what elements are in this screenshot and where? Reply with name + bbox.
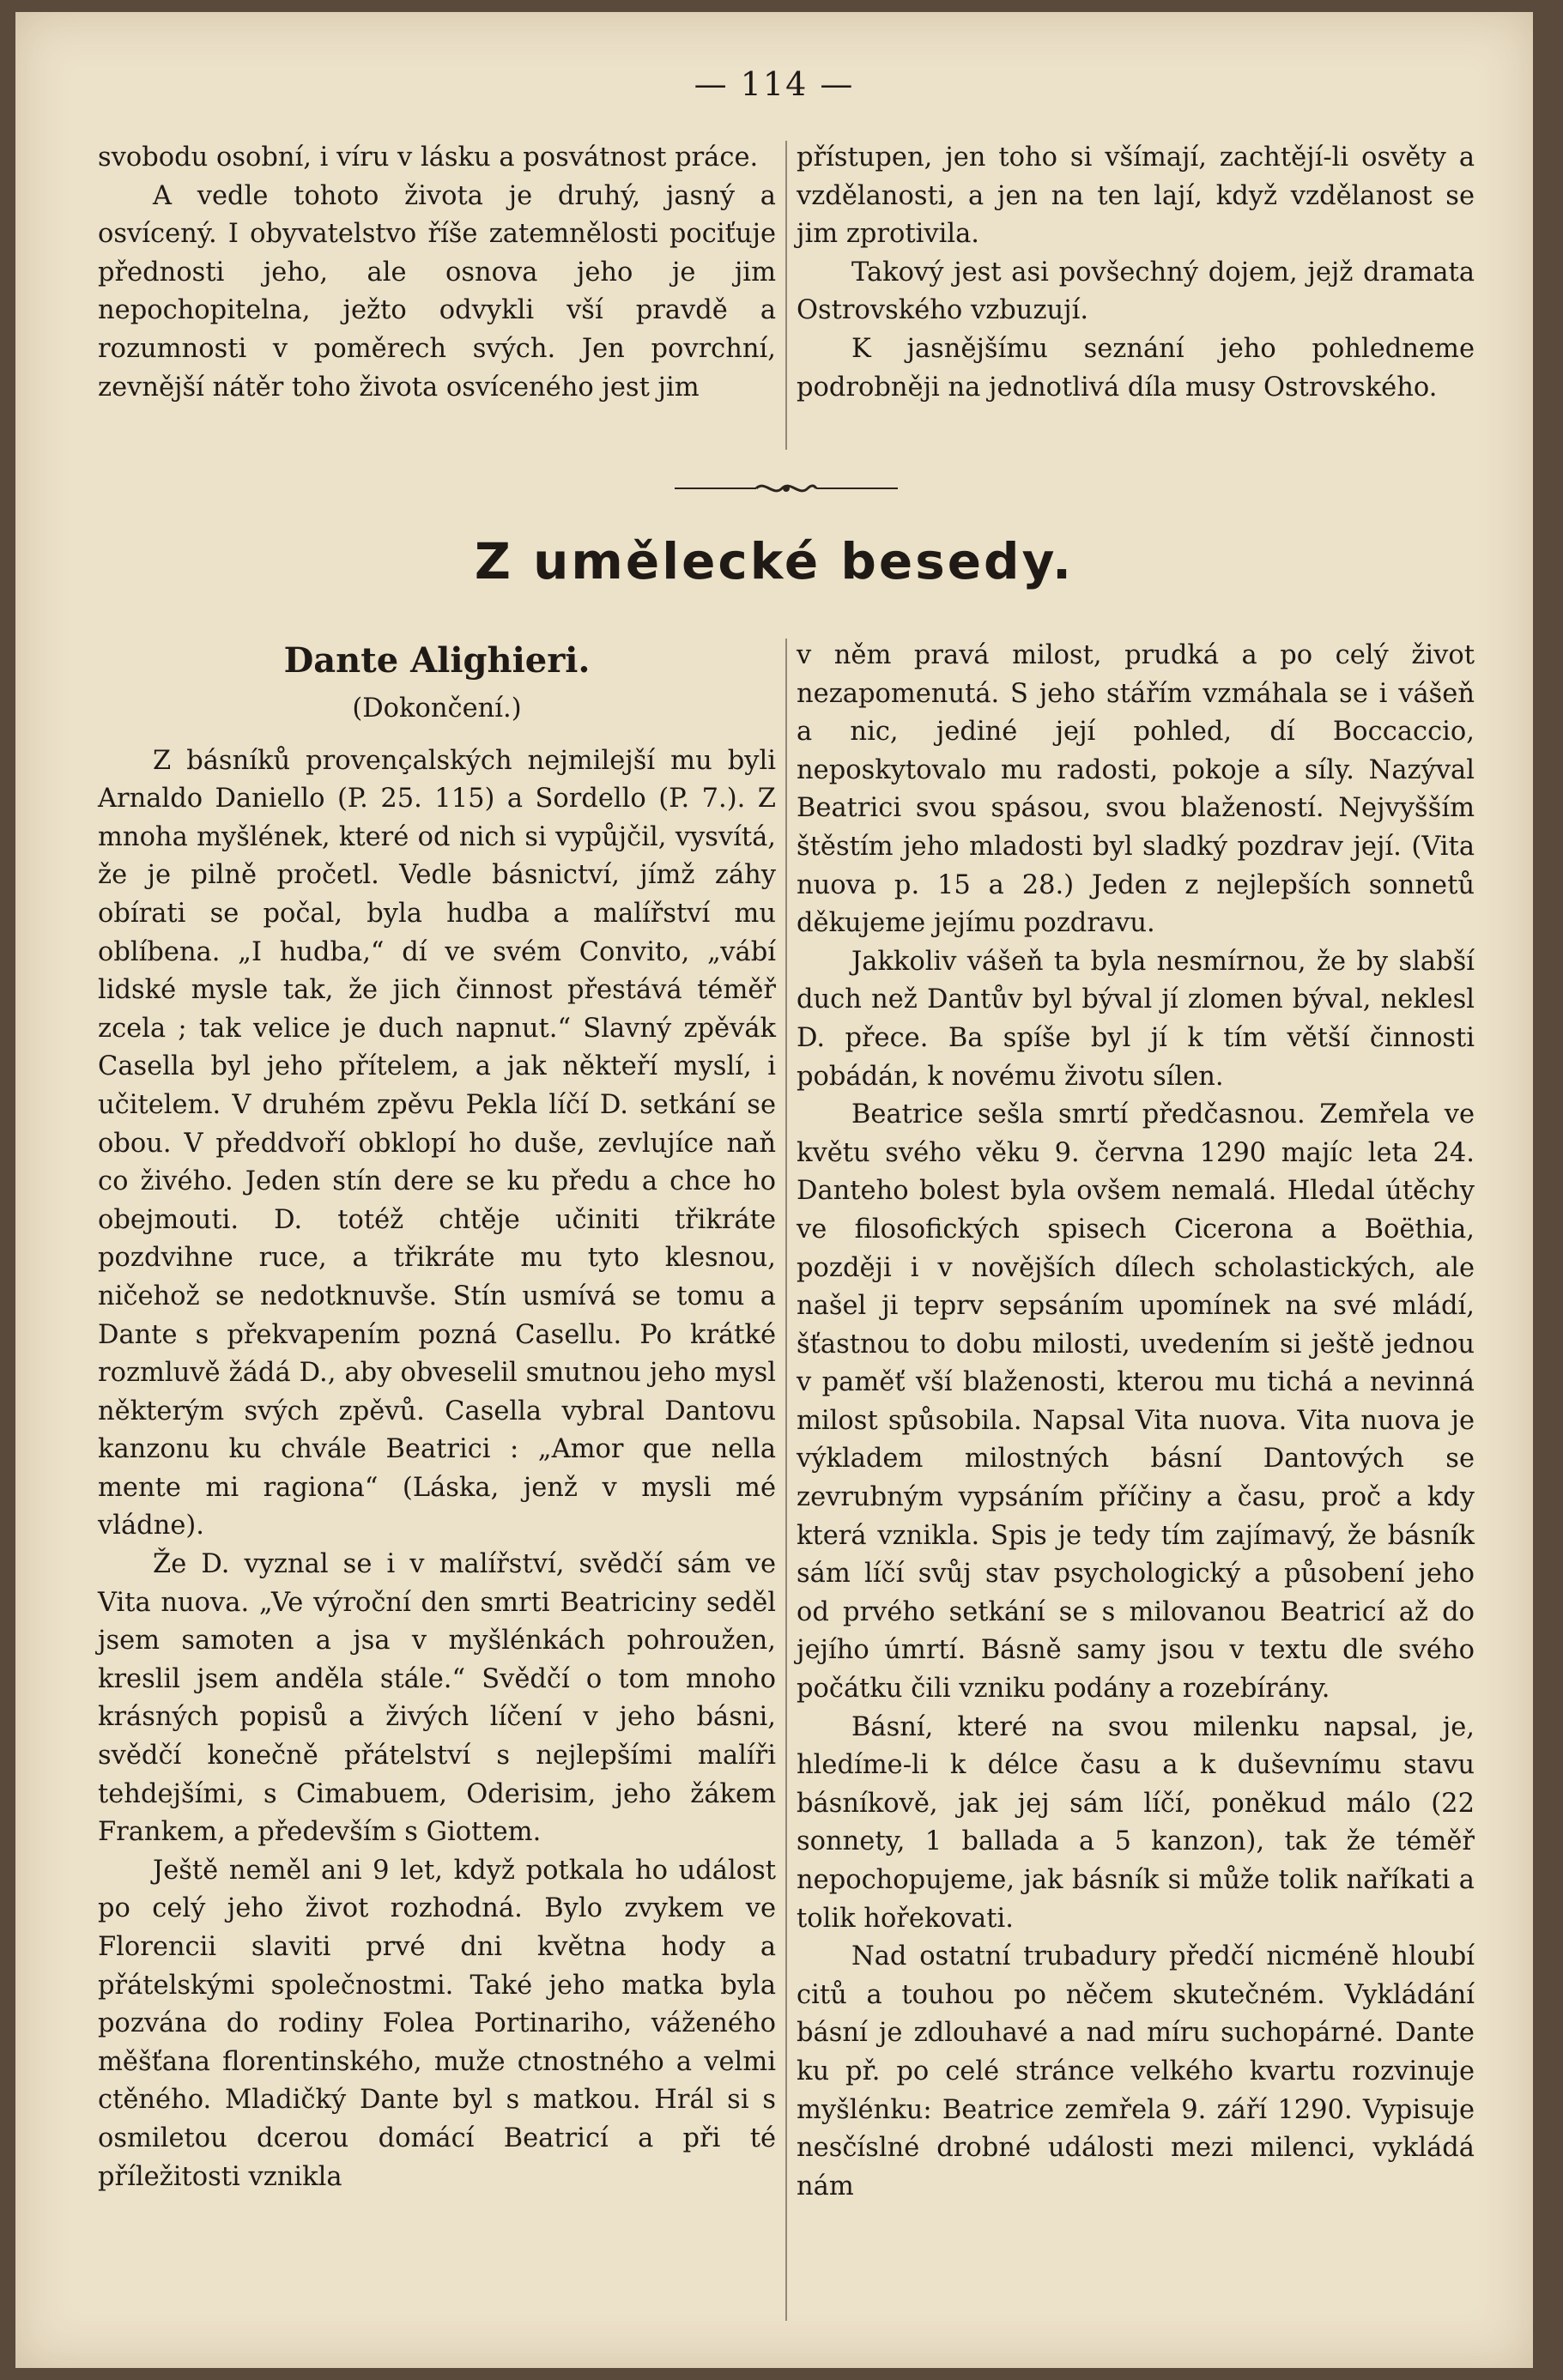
paragraph: Z básníků provençalských nejmilejší mu byli Arnaldo Daniello (P. 25. 115) a Sordello (P. 7.). Z mnoha myšlének, které od nich si vypůjčil, vysvítá, že je pilně pročetl. Vedle básnictví, jímž záhy obírati se počal, byla hudba a malířství mu oblíbena. „I hudba,“ dí ve svém Convito, „vábí lidské mysle tak, že jich činnost přestává téměř zcela ; tak velice je duch napnut.“ Slavný zpěvák Casella byl jeho přítelem, a jak někteří myslí, i učitelem. V druhém zpěvu Pekla líčí D. setkání se obou. V předdvoří obklopí ho duše, zevlujíce naň co živého. Jeden stín dere se ku předu a chce ho obejmouti. D. totéž chtěje učiniti třikráte pozdvihne ruce, a třikráte mu tyto klesnou, ničehož se nedotknuvše. Stín usmívá se tomu a Dante s překvapením pozná Casellu. Po krátké rozmluvě žádá D., aby obveselil smutnou jeho mysl některým svých zpěvů. Casella vybral Dantovu kanzonu ku chvále Beatrici : „Amor que nella mente mi ragiona“ (Láska, jenž v mysli mé vládne). [98, 745, 776, 1541]
paragraph: v něm pravá milost, prudká a po celý život nezapomenutá. S jeho stářím vzmáhala se i vášeň a nic, jediné její pohled, dí Boccaccio, neposkytovalo mu radosti, pokoje a síly. Nazýval Beatrici svou spásou, svou blažeností. Nejvyšším štěstím jeho mladosti byl sladký pozdrav její. (Vita nuova p. 15 a 28.) Jeden z nejlepších sonnetů děkujeme jejímu pozdravu. [797, 640, 1475, 939]
article-left-column [98, 637, 776, 2196]
paragraph: Jakkoliv vášeň ta byla nesmírnou, že by slabší duch než Dantův byl býval jí zlomen býval, neklesl D. přece. Ba spíše byl jí k tím větší činnosti pobádán, k novému životu sílen. [797, 946, 1475, 1092]
paragraph: A vedle tohoto života je druhý, jasný a osvícený. I obyvatelstvo říše zatemnělosti pociťuje přednosti jeho, ale osnova jeho je jim nepochopitelna, ježto odvykli vší pravdě a rozumnosti v poměrech svých. Jen povrchní, zevnější nátěr toho života osvíceného jest jim [98, 180, 776, 403]
continued-note: (Dokončení.) [352, 693, 522, 724]
top-left-column [98, 139, 776, 407]
paragraph: Takový jest asi povšechný dojem, jejž dramata Ostrovského vzbuzují. [797, 257, 1475, 326]
paragraph: Beatrice sešla smrtí předčasnou. Zemřela ve květu svého věku 9. června 1290 majíc leta 24. Danteho bolest byla ovšem nemalá. Hledal útěchy ve filosofických spisech Cicerona a Boëthia, později i v novějších dílech scholastických, ale našel ji teprv sepsáním upomínek na své mládí, šťastnou to dobu milosti, uvedením si ještě jednou v paměť vší blaženosti, kterou mu tichá a nevinná milost spůsobila. Napsal Vita nuova. Vita nuova je výkladem milostných básní Dantových se zevrubným vypsáním příčiny a času, proč a kdy která vznikla. Spis je tedy tím zajímavý, že básník sám líčí svůj stav psychologický a působení jeho od prvého setkání se s milovanou Beatricí až do jejího úmrtí. Básně samy jsou v textu dle svého počátku čili vzniku podány a rozebírány. [797, 1099, 1475, 1705]
page-number: — 114 — [694, 65, 855, 103]
section-heading: Z umělecké besedy. [474, 532, 1075, 590]
section-ornament [675, 475, 898, 501]
paragraph: přístupen, jen toho si všímají, zachtějí-li osvěty a vzdělanosti, a jen na ten lají, když vzdělanost se jim zprotivila. [797, 142, 1475, 250]
column-divider-top [785, 141, 787, 450]
journal-page [15, 12, 1533, 2368]
paragraph: Nad ostatní trubadury předčí nicméně hloubí citů a touhou po něčem skutečném. Vykládání básní je zdlouhavé a nad míru suchopárné. Dante ku př. po celé stránce velkého kvartu rozvinuje myšlénku: Beatrice zemřela 9. září 1290. Vypisuje nesčíslné drobné události mezi milenci, vykládá nám [797, 1941, 1475, 2201]
article-right-column [797, 637, 1475, 2206]
column-divider-bottom [785, 639, 787, 2321]
paragraph: Básní, které na svou milenku napsal, je, hledíme-li k délce času a k duševnímu stavu básníkově, jak jej sám líčí, poněkud málo (22 sonnety, 1 ballada a 5 kanzon), tak že téměř nepochopujeme, jak básník si může tolik naříkati a tolik hořekovati. [797, 1711, 1475, 1934]
article-title: Dante Alighieri. [283, 640, 591, 681]
paragraph: Ještě neměl ani 9 let, když potkala ho událost po celý jeho život rozhodná. Bylo zvykem ve Florencii slaviti prvé dni května hody a přátelskými společnostmi. Také jeho matka byla pozvána do rodiny Folea Portinariho, váženého měšťana florentinského, muže ctnostného a velmi ctěného. Mladičký Dante byl s matkou. Hrál si s osmiletou dcerou domácí Beatricí a při té příležitosti vznikla [98, 1855, 776, 2192]
paragraph: svobodu osobní, i víru v lásku a posvátnost práce. [98, 142, 759, 173]
paragraph: K jasnějšímu seznání jeho pohledneme podrobněji na jednotlivá díla musy Ostrovského. [797, 333, 1475, 403]
top-right-column [797, 139, 1475, 407]
paragraph: Že D. vyznal se i v malířství, svědčí sám ve Vita nuova. „Ve výroční den smrti Beatriciny seděl jsem samoten a jsa v myšlénkách pohroužen, kreslil jsem anděla stále.“ Svědčí o tom mnoho krásných popisů a živých líčení v jeho básni, svědčí konečně přátelství s nejlepšími malíři tehdejšími, s Cimabuem, Oderisim, jeho žákem Frankem, a především s Giottem. [98, 1549, 776, 1848]
